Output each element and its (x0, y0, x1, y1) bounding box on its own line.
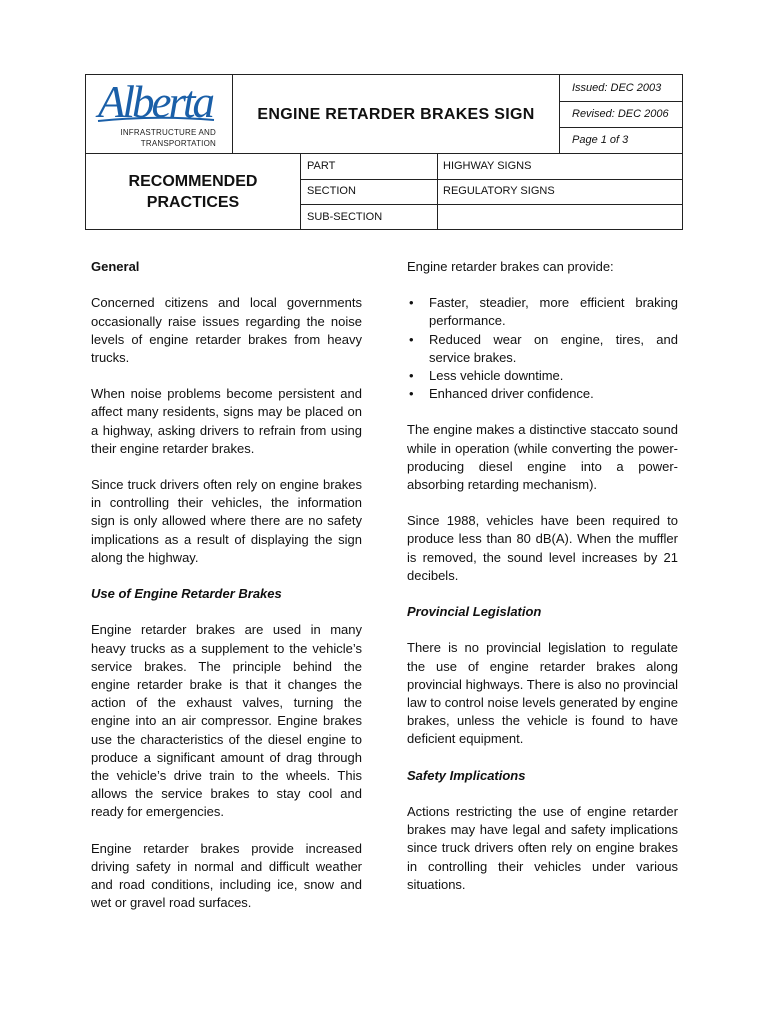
paragraph: Actions restricting the use of engine retarder brakes may have legal and safety implications since truck drivers often rely on engine brakes in controlling their vehicles under various situations. (407, 804, 678, 892)
paragraph: Concerned citizens and local governments occasionally raise issues regarding the noise levels of engine retarder brakes from heavy trucks. (91, 295, 362, 365)
paragraph: Since 1988, vehicles have been required to produce less than 80 dB(A). When the muffler is removed, the sound level increases by 21 decibels. (407, 513, 678, 583)
section-heading-safety: Safety Implications (407, 767, 526, 783)
recommended-practices-heading (86, 154, 300, 230)
divider (437, 154, 438, 230)
list-item-text: Enhanced driver confidence. (429, 386, 594, 402)
section-value: REGULATORY SIGNS (443, 185, 555, 197)
bullet-icon: • (409, 331, 414, 347)
paragraph: Engine retarder brakes provide increased driving safety in normal and difficult weather and road conditions, including ice, snow and wet or gravel road surfaces. (91, 840, 362, 911)
left-column (91, 258, 362, 930)
paragraph: When noise problems become persistent and affect many residents, signs may be placed on a highway, asking drivers to refrain from using their engine retarder brakes. (91, 386, 362, 456)
subsection-label: SUB-SECTION (307, 211, 383, 223)
divider (300, 204, 682, 205)
bullet-icon: • (409, 295, 414, 311)
paragraph: Engine retarder brakes can provide: (407, 259, 614, 274)
alberta-logo (86, 75, 232, 154)
section-heading-general: General (91, 259, 140, 274)
list-item (407, 385, 678, 403)
page-number: Page 1 of 3 (572, 134, 629, 146)
heading-line: PRACTICES (146, 194, 240, 211)
document-header-table (85, 74, 683, 230)
paragraph: Engine retarder brakes are used in many heavy trucks as a supplement to the vehicle’s service brakes. The principle behind the engine retarder brake is that it changes the action of the exhaust valves, turning the engine into an air compressor. Engine brakes use the characteristics of the diesel engine to produce a significant amount of drag through the vehicle’s drive train to the wheels. This allows the service brakes to stay cool and ready for emergencies. (91, 622, 362, 820)
list-item (407, 294, 678, 330)
bullet-icon: • (409, 368, 414, 384)
logo-subtitle: INFRASTRUCTURE AND (120, 128, 216, 137)
document-title: ENGINE RETARDER BRAKES SIGN (257, 105, 535, 123)
list-item-text: Faster, steadier, more efficient braking performance. (429, 295, 678, 329)
section-label: SECTION (307, 185, 356, 197)
list-item (407, 331, 678, 367)
divider (300, 154, 301, 230)
paragraph: There is no provincial legislation to regulate the use of engine retarder brakes along provincial highways. There is also no provincial law to control noise levels generated by engine brakes, unless the vehicle is found to have deficient equipment. (407, 640, 678, 747)
heading-line: RECOMMENDED (128, 173, 258, 190)
divider (559, 101, 683, 102)
paragraph: The engine makes a distinctive staccato sound while in operation (while converting the power-producing diesel engine into a power-absorbing retarding mechanism). (407, 422, 678, 493)
logo-subtitle: TRANSPORTATION (140, 139, 216, 148)
part-label: PART (307, 160, 336, 172)
divider (300, 179, 682, 180)
divider (559, 127, 683, 128)
section-heading-legislation: Provincial Legislation (407, 604, 542, 620)
issued-date: Issued: DEC 2003 (572, 82, 662, 94)
logo-swoosh-icon (96, 116, 216, 124)
list-item (407, 367, 678, 385)
part-value: HIGHWAY SIGNS (443, 160, 532, 172)
list-item-text: Less vehicle downtime. (429, 368, 564, 384)
right-column (407, 258, 678, 912)
revised-date: Revised: DEC 2006 (572, 108, 669, 120)
logo-wordmark: Alberta (98, 77, 212, 127)
bullet-icon: • (409, 386, 414, 402)
section-heading-use: Use of Engine Retarder Brakes (91, 586, 282, 602)
paragraph: Since truck drivers often rely on engine brakes in controlling their vehicles, the information sign is only allowed where there are no safety implications as a result of displaying the sign along the highway. (91, 477, 362, 565)
benefits-list (407, 294, 678, 403)
divider (559, 75, 560, 154)
list-item-text: Reduced wear on engine, tires, and service brakes. (429, 331, 678, 365)
